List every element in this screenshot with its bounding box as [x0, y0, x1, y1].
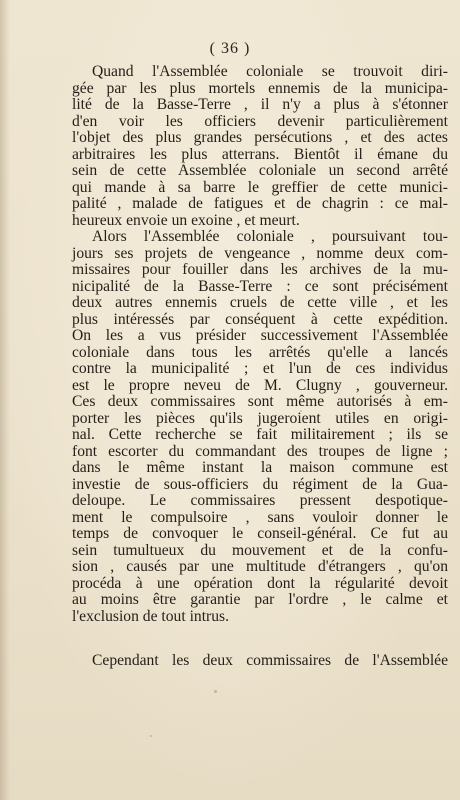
text-line: l'objet des plus grandes persécutions , et des actes [72, 129, 448, 146]
text-line: On les a vus présider successivement l'Assemblée [72, 327, 448, 344]
text-line: contre la municipalité ; et l'un de ces individus [72, 360, 448, 377]
text-line: palité , malade de fatigues et de chagrin : ce mal- [72, 195, 448, 212]
text-line: missaires pour fouiller dans les archives de la mu- [72, 261, 448, 278]
text-line: plus intéressés par conséquent à cette expédition. [72, 310, 448, 328]
text-line: jours ses projets de vengeance , nomme deux com- [72, 244, 448, 262]
text-line: gée par les plus mortels ennemis de la municipa- [72, 79, 448, 97]
text-line: Quand l'Assemblée coloniale se trouvoit diri- [92, 63, 448, 80]
text-line: dans le même instant la maison commune est [72, 459, 448, 476]
text-line: est le propre neveu de M. Clugny , gouverneur. [72, 376, 448, 394]
text-line: qui mande à sa barre le greffier de cette munici- [72, 178, 448, 196]
text-line: coloniale dans tous les arrêtés qu'elle a lancés [72, 343, 448, 361]
text-line: heureux envoie un exoine , et meurt. [72, 211, 300, 229]
text-line: l'exclusion de tout intrus. [72, 607, 229, 625]
text-line: d'en voir les officiers devenir particulièrement [72, 112, 448, 130]
paper-speck [300, 410, 302, 412]
text-line: Alors l'Assemblée coloniale , poursuivant tou- [92, 228, 448, 245]
text-line: arbitraires les plus atterrans. Bientôt il émane du [72, 145, 448, 163]
text-line: procéda à une opération dont la régularité devoit [72, 574, 448, 592]
text-line: porter les pièces qu'ils jugeroient utiles en origi- [72, 409, 448, 427]
text-line: au moins être garantie par l'ordre , le calme et [72, 591, 448, 608]
page-number: ( 36 ) [209, 40, 251, 57]
text-line: sein de cette Assemblée coloniale un second arrêté [72, 162, 448, 179]
text-line: ment le compulsoire , sans vouloir donner le [72, 508, 448, 526]
text-line: nal. Cette recherche se fait militairement ; ils se [72, 426, 448, 443]
text-line: sein tumultueux du mouvement et de la confu- [72, 541, 448, 559]
text-line: deux autres ennemis cruels de cette ville , et les [72, 294, 448, 311]
text-line: temps de convoquer le conseil-général. Ce fut au [72, 525, 448, 542]
body-text [72, 64, 448, 625]
text-line: nicipalité de la Basse-Terre : ce sont précisément [72, 277, 448, 295]
text-line: Ces deux commissaires sont même autorisés à em- [72, 393, 448, 410]
paper-speck [214, 690, 217, 693]
text-line: deloupe. Le commissaires pressent despotique- [72, 492, 448, 509]
catchword-line: Cependant les deux commissaires de l'Assemblée [92, 652, 448, 669]
text-line: font escorter du commandant des troupes de ligne ; [72, 442, 448, 460]
page-spine-shadow [0, 0, 10, 800]
paper-speck [150, 735, 152, 737]
text-line: investie de sous-officiers du régiment de la Gua- [72, 475, 448, 493]
text-line: lité de la Basse-Terre , il n'y a plus à s'étonner [72, 96, 448, 113]
text-line: sion , causés par une multitude d'étrangers , qu'on [72, 558, 448, 575]
